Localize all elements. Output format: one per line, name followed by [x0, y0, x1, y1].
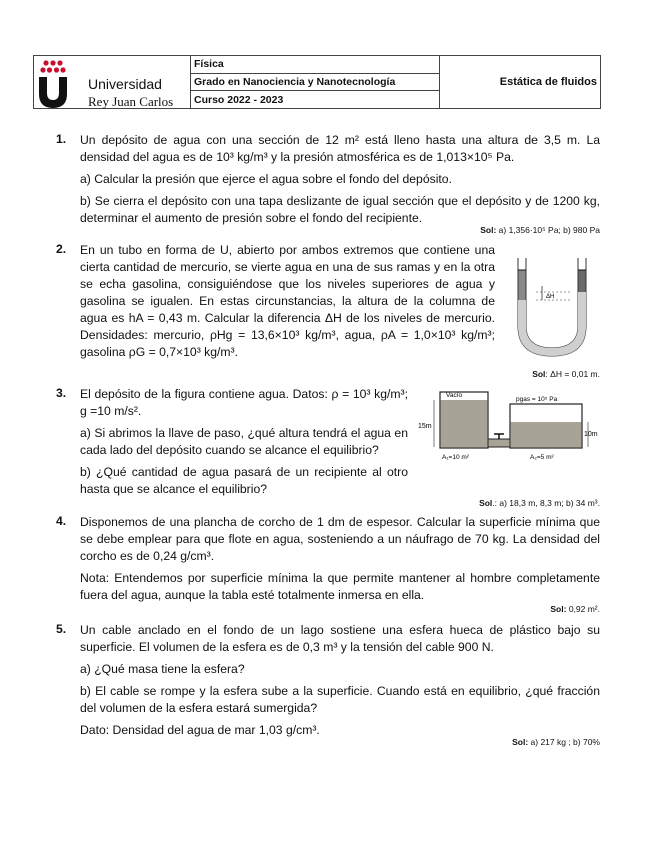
gas-pressure-label: pgas = 10⁵ Pa: [516, 396, 558, 403]
solution-label: Sol: [532, 369, 546, 379]
problem-4-solution: [550, 604, 600, 614]
problem-3-number: 3.: [56, 386, 67, 400]
subject-name: Física: [191, 56, 439, 74]
height-10m-label: 10m: [584, 431, 598, 438]
height-15m-label: 15m: [418, 423, 432, 430]
problem-1-solution: [480, 225, 600, 235]
university-logo: [34, 56, 191, 108]
solution-text: a) 1,356·10⁵ Pa; b) 980 Pa: [496, 225, 600, 235]
problem-4-number: 4.: [56, 514, 67, 528]
delta-h-label: ΔH: [546, 294, 555, 300]
problem-4-text: [80, 514, 600, 609]
area-a1-label: A₁=10 m²: [442, 454, 469, 461]
problem-2-solution: [532, 369, 600, 379]
solution-label: Sol:: [512, 737, 529, 747]
problem-2-number: 2.: [56, 242, 67, 256]
problem-1-part-b: b) Se cierra el depósito con una tapa deslizante de igual sección que el depósito y de 1200 kg, determinar el aumento de presión sobre el fondo del recipiente.: [80, 194, 600, 225]
problem-1-part-a: a) Calcular la presión que ejerce el agua sobre el fondo del depósito.: [80, 172, 452, 186]
problem-5-statement: Un cable anclado en el fondo de un lago sostiene una esfera hueca de plástico bajo su superficie. El volumen de la esfera es de 0,3 m³ y la tensión del cable 900 N.: [80, 623, 600, 654]
problem-1-text: [80, 132, 600, 232]
solution-label: Sol:: [480, 225, 497, 235]
vacuum-label: Vacío: [446, 392, 463, 399]
problem-5-data: Dato: Densidad del agua de mar 1,03 g/cm³.: [80, 723, 320, 737]
university-name-line1: Universidad: [88, 76, 162, 92]
problem-2-statement: En un tubo en forma de U, abierto por ambos extremos que contiene una cierta cantidad de mercurio, se vierte agua en una de sus ramas y en la otra se echa gasolina, consiguiéndose que los niveles superiores de agua y gasolina se igualen. En estas circunstancias, la altura de la columna de agua es hA = 0,43 m. Calcular la diferencia ΔH de los niveles de mercurio. Densidades: mercurio, ρHg = 13,6×10³ kg/m³, agua, ρA = 1,0×10³ kg/m³; gasolina ρG = 0,7×10³ kg/m³.: [80, 243, 495, 359]
problem-1-number: 1.: [56, 132, 67, 146]
problem-3-statement: El depósito de la figura contiene agua. Datos: ρ = 10³ kg/m³; g =10 m/s².: [80, 387, 408, 418]
problem-3-solution: [479, 498, 600, 508]
problem-5-solution: [512, 737, 600, 747]
urjc-logo-icon: [34, 56, 88, 110]
u-tube-figure: [512, 256, 592, 361]
solution-text: .: a) 18,3 m, 8,3 m; b) 34 m³.: [492, 498, 600, 508]
area-a2-label: A₂=5 m²: [530, 454, 554, 461]
problem-3-text: [80, 386, 408, 503]
course-year: Curso 2022 - 2023: [194, 93, 284, 106]
problem-4-statement: Disponemos de una plancha de corcho de 1 dm de espesor. Calcular la superficie mínima que se debe emplear para que flote en agua, sosteniendo a un náufrago de 70 kg. La densidad del corcho es de 0,24 g/cm³.: [80, 515, 600, 563]
problem-5-part-a: a) ¿Qué masa tiene la esfera?: [80, 662, 245, 676]
course-info: [191, 56, 440, 108]
degree-name: Grado en Nanociencia y Nanotecnología: [191, 74, 439, 92]
problem-5-number: 5.: [56, 622, 67, 636]
university-name-line2: Rey Juan Carlos: [88, 94, 174, 109]
solution-text: : ΔH = 0,01 m.: [545, 369, 600, 379]
problem-3-part-b: b) ¿Qué cantidad de agua pasará de un recipiente al otro hasta que se alcance el equilibrio?: [80, 465, 408, 496]
solution-label: Sol:: [550, 604, 567, 614]
problem-1-statement: Un depósito de agua con una sección de 12 m² está lleno hasta una altura de 3,5 m. La densidad del agua es de 10³ kg/m³ y la presión atmosférica es de 1,013×10⁵ Pa.: [80, 133, 600, 164]
solution-text: a) 217 kg ; b) 70%: [528, 737, 600, 747]
document-header: [33, 55, 601, 109]
solution-label: Sol: [479, 498, 493, 508]
topic-title: Estática de fluidos: [499, 76, 597, 88]
problem-3-part-a: a) Si abrimos la llave de paso, ¿qué altura tendrá el agua en cada lado del depósito cuando se alcance el equilibrio?: [80, 426, 408, 457]
tank-figure: [418, 386, 600, 464]
solution-text: 0,92 m².: [566, 604, 600, 614]
problem-5-part-b: b) El cable se rompe y la esfera sube a la superficie. Cuando está en equilibrio, ¿qué fracción del volumen de la esfera estará sumergida?: [80, 684, 600, 715]
problem-2-text: [80, 242, 495, 366]
problem-5-text: [80, 622, 600, 744]
problem-4-note: Nota: Entendemos por superficie mínima la que permite mantener al hombre completamente fuera del agua, aunque la tabla esté totalmente inmersa en ella.: [80, 571, 600, 602]
